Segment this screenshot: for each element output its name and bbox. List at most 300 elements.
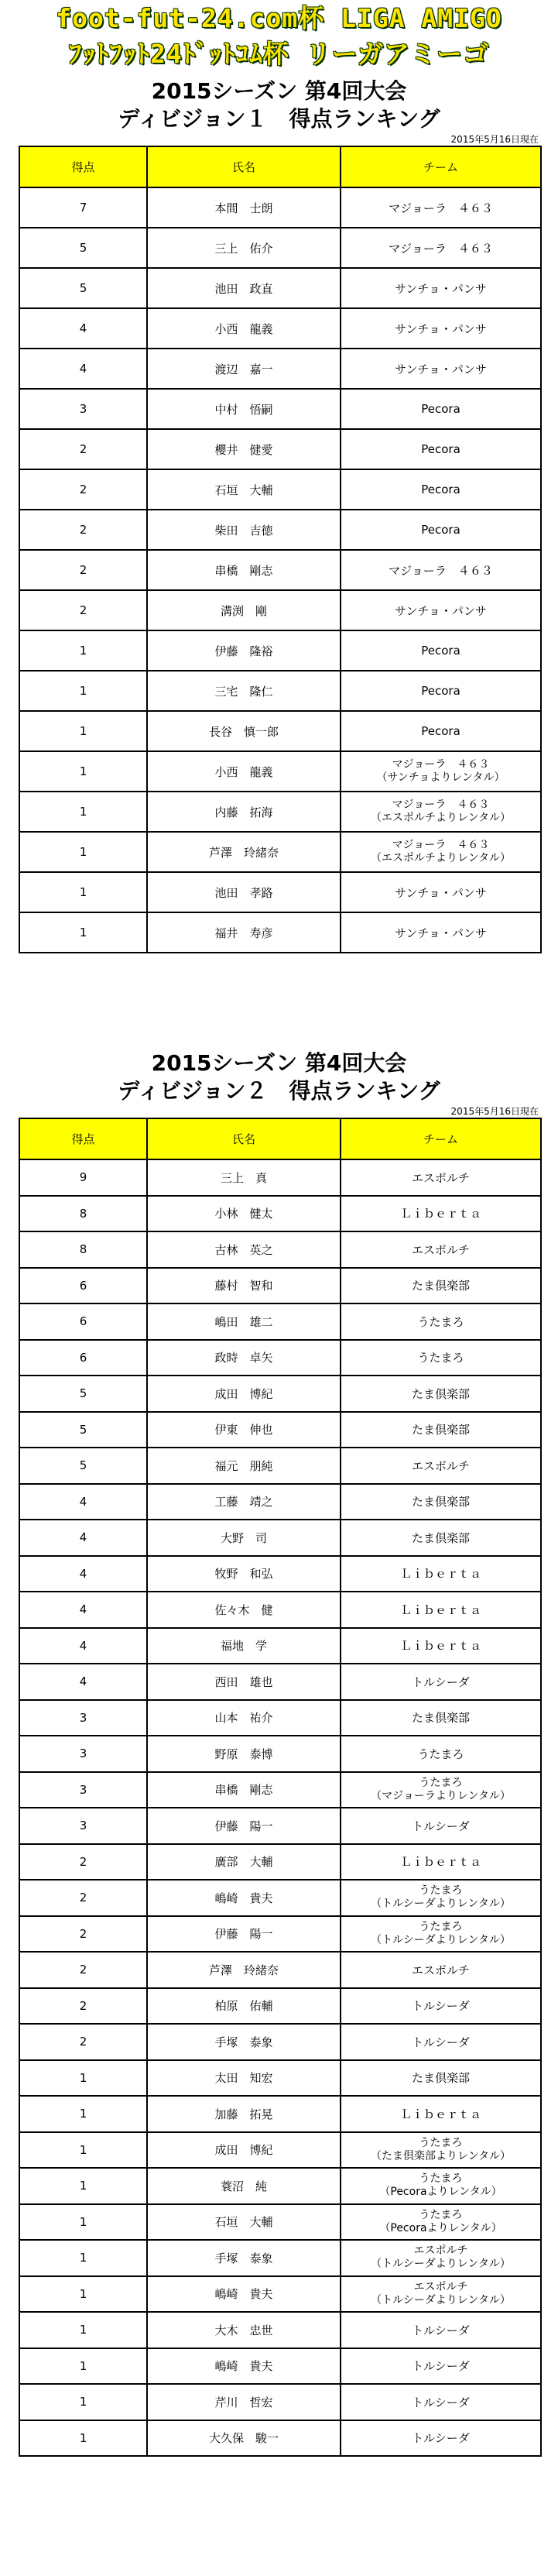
points-cell: 3 bbox=[19, 1772, 147, 1808]
player-name-cell: 串橋 剛志 bbox=[147, 550, 341, 590]
team-name: うたまろ bbox=[419, 2172, 463, 2186]
player-name-cell: 石垣 大輔 bbox=[147, 469, 341, 510]
points-cell: 1 bbox=[19, 711, 147, 751]
player-name-cell: 三上 佑介 bbox=[147, 228, 341, 268]
team-name: エスポルチ bbox=[411, 1170, 470, 1185]
player-name-cell: 山本 祐介 bbox=[147, 1700, 341, 1736]
points-cell: 1 bbox=[19, 671, 147, 711]
player-name-cell: 櫻井 健愛 bbox=[147, 429, 341, 469]
team-cell bbox=[341, 2312, 541, 2348]
division1-heading bbox=[0, 77, 558, 133]
player-name-cell: 成田 博紀 bbox=[147, 2132, 341, 2169]
table-row bbox=[19, 2276, 541, 2313]
table-row bbox=[19, 2420, 541, 2457]
player-name-cell: 嶋田 雄二 bbox=[147, 1303, 341, 1340]
team-name: トルシーダ bbox=[412, 1674, 470, 1689]
table-row bbox=[19, 469, 541, 510]
team-cell bbox=[341, 1448, 541, 1484]
team-name: うたまろ bbox=[419, 2208, 463, 2221]
table-row bbox=[19, 1592, 541, 1628]
player-name-cell: 藤村 智和 bbox=[147, 1268, 341, 1304]
team-name: トルシーダ bbox=[412, 1819, 470, 1833]
table-row bbox=[19, 1988, 541, 2025]
team-rental-note: （トルシーダよりレンタル） bbox=[371, 1933, 511, 1946]
player-name-cell: 伊藤 陽一 bbox=[147, 1916, 341, 1953]
player-name-cell: 廣部 大輔 bbox=[147, 1844, 341, 1880]
table-row bbox=[19, 1916, 541, 1953]
player-name-cell: 佐々木 健 bbox=[147, 1592, 341, 1628]
table-row bbox=[19, 1340, 541, 1376]
team-cell bbox=[341, 429, 541, 469]
team-cell bbox=[341, 1664, 541, 1700]
table-row bbox=[19, 1484, 541, 1520]
team-cell bbox=[341, 832, 541, 872]
player-name-cell: 三上 真 bbox=[147, 1159, 341, 1196]
division2-heading-line2: ディビジョン２ 得点ランキング bbox=[118, 1078, 440, 1104]
table-row bbox=[19, 1376, 541, 1412]
table-row bbox=[19, 1556, 541, 1592]
team-cell bbox=[341, 349, 541, 389]
points-cell: 2 bbox=[19, 1916, 147, 1953]
player-name-cell: 成田 博紀 bbox=[147, 1376, 341, 1412]
team-name: たま倶楽部 bbox=[411, 1279, 470, 1293]
player-name-cell: 中村 悟嗣 bbox=[147, 389, 341, 429]
table-row bbox=[19, 1412, 541, 1448]
team-cell bbox=[341, 1520, 541, 1556]
points-cell: 4 bbox=[19, 308, 147, 349]
points-cell: 2 bbox=[19, 2024, 147, 2060]
team-name: エスポルチ bbox=[413, 2245, 468, 2258]
team-name: たま倶楽部 bbox=[411, 1423, 470, 1437]
team-name: トルシーダ bbox=[412, 2431, 470, 2446]
table-row bbox=[19, 2384, 541, 2420]
banner-title-kana: ﾌｯﾄﾌｯﾄ24ﾄﾞｯﾄｺﾑ杯 リーガアミーゴ bbox=[69, 39, 489, 69]
header-team: チーム bbox=[341, 146, 541, 187]
points-cell: 2 bbox=[19, 550, 147, 590]
player-name-cell: 嶋崎 貴夫 bbox=[147, 2276, 341, 2313]
table-row bbox=[19, 751, 541, 792]
team-name: エスポルチ bbox=[411, 1458, 470, 1473]
points-cell: 1 bbox=[19, 2240, 147, 2276]
table-row bbox=[19, 389, 541, 429]
division2-as-of-date: 2015年5月16日現在 bbox=[450, 1106, 539, 1117]
team-name: たま倶楽部 bbox=[411, 1386, 470, 1401]
team-name: マジョーラ ４６３ bbox=[389, 241, 493, 256]
table-header-row bbox=[19, 146, 541, 187]
division2-ranking-table bbox=[19, 1118, 542, 2457]
division1-heading-line1: 2015シーズン 第4回大会 bbox=[151, 78, 407, 104]
points-cell: 3 bbox=[19, 389, 147, 429]
table-row bbox=[19, 510, 541, 550]
player-name-cell: 芦澤 玲緒奈 bbox=[147, 832, 341, 872]
table-row bbox=[19, 2132, 541, 2169]
division2-heading-line1: 2015シーズン 第4回大会 bbox=[151, 1050, 407, 1076]
player-name-cell: 池田 政直 bbox=[147, 268, 341, 308]
player-name-cell: 野原 泰博 bbox=[147, 1736, 341, 1772]
team-cell bbox=[341, 1916, 541, 1953]
header-points: 得点 bbox=[19, 146, 147, 187]
team-name: サンチョ・パンサ bbox=[395, 926, 487, 940]
team-cell bbox=[341, 1159, 541, 1196]
team-cell bbox=[341, 389, 541, 429]
points-cell: 5 bbox=[19, 268, 147, 308]
team-name: サンチョ・パンサ bbox=[395, 321, 487, 336]
team-rental-note: （Pecoraよりレンタル） bbox=[379, 2221, 502, 2234]
points-cell: 3 bbox=[19, 1700, 147, 1736]
player-name-cell: 小西 龍義 bbox=[147, 751, 341, 792]
division2-section bbox=[0, 1049, 558, 2457]
table-row bbox=[19, 590, 541, 630]
team-cell bbox=[341, 2204, 541, 2241]
table-row bbox=[19, 349, 541, 389]
table-row bbox=[19, 429, 541, 469]
team-name: たま倶楽部 bbox=[411, 1711, 470, 1726]
team-cell bbox=[341, 1880, 541, 1916]
header-team: チーム bbox=[341, 1118, 541, 1159]
team-name: Pecora bbox=[421, 402, 460, 416]
team-cell bbox=[341, 1376, 541, 1412]
points-cell: 2 bbox=[19, 1880, 147, 1916]
division1-ranking-table bbox=[19, 146, 542, 953]
team-cell bbox=[341, 2240, 541, 2276]
points-cell: 1 bbox=[19, 872, 147, 912]
points-cell: 1 bbox=[19, 2132, 147, 2169]
table-row bbox=[19, 1159, 541, 1196]
header-points: 得点 bbox=[19, 1118, 147, 1159]
team-cell bbox=[341, 2348, 541, 2385]
player-name-cell: 福元 朋純 bbox=[147, 1448, 341, 1484]
player-name-cell: 池田 孝路 bbox=[147, 872, 341, 912]
team-name: うたまろ bbox=[419, 1920, 463, 1933]
team-cell bbox=[341, 1340, 541, 1376]
player-name-cell: 溝渕 剛 bbox=[147, 590, 341, 630]
team-name: トルシーダ bbox=[412, 2395, 470, 2409]
player-name-cell: 大久保 駿一 bbox=[147, 2420, 341, 2457]
points-cell: 4 bbox=[19, 1664, 147, 1700]
points-cell: 1 bbox=[19, 2348, 147, 2385]
team-rental-note: （エスポルチよりレンタル） bbox=[370, 852, 512, 864]
team-cell bbox=[341, 792, 541, 832]
player-name-cell: 政時 卓矢 bbox=[147, 1340, 341, 1376]
points-cell: 3 bbox=[19, 1736, 147, 1772]
player-name-cell: 伊藤 隆裕 bbox=[147, 630, 341, 671]
team-name: うたまろ bbox=[419, 2136, 463, 2149]
points-cell: 5 bbox=[19, 1412, 147, 1448]
team-name: Pecora bbox=[421, 523, 460, 537]
table-row bbox=[19, 2240, 541, 2276]
team-name: たま倶楽部 bbox=[411, 1530, 470, 1545]
header-name: 氏名 bbox=[147, 146, 341, 187]
player-name-cell: 福井 寿彦 bbox=[147, 912, 341, 953]
table-row bbox=[19, 1844, 541, 1880]
points-cell: 2 bbox=[19, 1952, 147, 1988]
points-cell: 4 bbox=[19, 1592, 147, 1628]
team-cell bbox=[341, 1628, 541, 1664]
player-name-cell: 加藤 拓晃 bbox=[147, 2096, 341, 2132]
team-rental-note: （トルシーダよりレンタル） bbox=[371, 2293, 511, 2306]
team-cell bbox=[341, 671, 541, 711]
points-cell: 1 bbox=[19, 2060, 147, 2097]
table-row bbox=[19, 1736, 541, 1772]
team-cell bbox=[341, 469, 541, 510]
player-name-cell: 大木 忠世 bbox=[147, 2312, 341, 2348]
team-cell bbox=[341, 1484, 541, 1520]
team-rental-note: （たま倶楽部よりレンタル） bbox=[370, 2149, 512, 2162]
table-row bbox=[19, 2312, 541, 2348]
team-cell bbox=[341, 510, 541, 550]
points-cell: 4 bbox=[19, 1556, 147, 1592]
team-name: エスポルチ bbox=[411, 1963, 470, 1977]
table-row bbox=[19, 1808, 541, 1844]
points-cell: 1 bbox=[19, 2276, 147, 2313]
team-name: マジョーラ ４６３ bbox=[389, 201, 493, 215]
team-cell bbox=[341, 1303, 541, 1340]
player-name-cell: 工藤 靖之 bbox=[147, 1484, 341, 1520]
team-cell bbox=[341, 550, 541, 590]
player-name-cell: 小林 健太 bbox=[147, 1196, 341, 1232]
points-cell: 1 bbox=[19, 2420, 147, 2457]
team-name: トルシーダ bbox=[412, 2035, 470, 2049]
team-name: Ｌｉｂｅｒｔａ bbox=[399, 1639, 481, 1654]
team-cell bbox=[341, 1988, 541, 2025]
division1-table-body bbox=[19, 187, 541, 953]
team-cell bbox=[341, 912, 541, 953]
table-row bbox=[19, 630, 541, 671]
points-cell: 1 bbox=[19, 832, 147, 872]
team-cell bbox=[341, 1736, 541, 1772]
player-name-cell: 芦澤 玲緒奈 bbox=[147, 1952, 341, 1988]
player-name-cell: 手塚 泰象 bbox=[147, 2024, 341, 2060]
team-name: マジョーラ ４６３ bbox=[392, 758, 490, 771]
points-cell: 5 bbox=[19, 228, 147, 268]
division1-section bbox=[0, 77, 558, 953]
team-cell bbox=[341, 268, 541, 308]
player-name-cell: 伊藤 陽一 bbox=[147, 1808, 341, 1844]
table-row bbox=[19, 2024, 541, 2060]
points-cell: 3 bbox=[19, 1808, 147, 1844]
team-name: Ｌｉｂｅｒｔａ bbox=[399, 1207, 481, 1221]
points-cell: 1 bbox=[19, 912, 147, 953]
table-row bbox=[19, 1700, 541, 1736]
division1-heading-line2: ディビジョン１ 得点ランキング bbox=[118, 106, 440, 132]
team-name: エスポルチ bbox=[413, 2280, 468, 2293]
team-name: サンチョ・パンサ bbox=[395, 603, 487, 618]
team-cell bbox=[341, 711, 541, 751]
table-row bbox=[19, 1628, 541, 1664]
team-rental-note: （トルシーダよりレンタル） bbox=[371, 1898, 511, 1911]
team-name: Ｌｉｂｅｒｔａ bbox=[399, 1602, 481, 1617]
points-cell: 4 bbox=[19, 349, 147, 389]
table-row bbox=[19, 711, 541, 751]
points-cell: 6 bbox=[19, 1303, 147, 1340]
team-cell bbox=[341, 630, 541, 671]
points-cell: 2 bbox=[19, 1844, 147, 1880]
points-cell: 2 bbox=[19, 590, 147, 630]
team-rental-note: （マジョーラよりレンタル） bbox=[371, 1789, 511, 1802]
team-rental-note: （トルシーダよりレンタル） bbox=[371, 2258, 511, 2271]
points-cell: 4 bbox=[19, 1520, 147, 1556]
team-name: トルシーダ bbox=[412, 2359, 470, 2374]
team-name: Ｌｉｂｅｒｔａ bbox=[399, 2107, 481, 2121]
player-name-cell: 福地 学 bbox=[147, 1628, 341, 1664]
team-name: サンチョ・パンサ bbox=[395, 885, 487, 900]
player-name-cell: 古林 英之 bbox=[147, 1231, 341, 1268]
player-name-cell: 石垣 大輔 bbox=[147, 2204, 341, 2241]
player-name-cell: 西田 雄也 bbox=[147, 1664, 341, 1700]
table-row bbox=[19, 792, 541, 832]
player-name-cell: 大野 司 bbox=[147, 1520, 341, 1556]
table-row bbox=[19, 187, 541, 228]
player-name-cell: 蓑沼 純 bbox=[147, 2168, 341, 2204]
table-row bbox=[19, 228, 541, 268]
team-cell bbox=[341, 2276, 541, 2313]
table-row bbox=[19, 1448, 541, 1484]
team-name: トルシーダ bbox=[412, 1999, 470, 2014]
team-name: たま倶楽部 bbox=[411, 2071, 470, 2086]
team-name: Pecora bbox=[421, 442, 460, 456]
team-cell bbox=[341, 590, 541, 630]
team-name: うたまろ bbox=[419, 1776, 463, 1789]
team-cell bbox=[341, 308, 541, 349]
team-name: Pecora bbox=[421, 684, 460, 698]
team-name: Pecora bbox=[421, 724, 460, 738]
team-name: Ｌｉｂｅｒｔａ bbox=[399, 1855, 481, 1870]
player-name-cell: 串橋 剛志 bbox=[147, 1772, 341, 1808]
points-cell: 7 bbox=[19, 187, 147, 228]
team-cell bbox=[341, 1231, 541, 1268]
team-cell bbox=[341, 187, 541, 228]
player-name-cell: 手塚 泰象 bbox=[147, 2240, 341, 2276]
team-cell bbox=[341, 1268, 541, 1304]
table-row bbox=[19, 1520, 541, 1556]
table-row bbox=[19, 872, 541, 912]
team-cell bbox=[341, 1952, 541, 1988]
team-cell bbox=[341, 2132, 541, 2169]
team-rental-note: （サンチョよりレンタル） bbox=[376, 771, 505, 784]
division2-table-body bbox=[19, 1159, 541, 2456]
points-cell: 1 bbox=[19, 2096, 147, 2132]
table-row bbox=[19, 308, 541, 349]
team-rental-note: （エスポルチよりレンタル） bbox=[370, 812, 512, 824]
team-cell bbox=[341, 872, 541, 912]
points-cell: 4 bbox=[19, 1484, 147, 1520]
table-row bbox=[19, 1303, 541, 1340]
team-name: うたまろ bbox=[417, 1314, 464, 1329]
points-cell: 1 bbox=[19, 2312, 147, 2348]
points-cell: 1 bbox=[19, 2168, 147, 2204]
player-name-cell: 本間 士朗 bbox=[147, 187, 341, 228]
header-name: 氏名 bbox=[147, 1118, 341, 1159]
player-name-cell: 柏原 佑輔 bbox=[147, 1988, 341, 2025]
points-cell: 8 bbox=[19, 1196, 147, 1232]
team-name: エスポルチ bbox=[411, 1242, 470, 1257]
table-row bbox=[19, 671, 541, 711]
points-cell: 1 bbox=[19, 751, 147, 792]
team-name: うたまろ bbox=[417, 1747, 464, 1761]
division2-heading bbox=[0, 1049, 558, 1105]
team-name: マジョーラ ４６３ bbox=[392, 799, 490, 811]
team-cell bbox=[341, 1556, 541, 1592]
team-name: マジョーラ ４６３ bbox=[392, 839, 490, 851]
team-cell bbox=[341, 1196, 541, 1232]
team-cell bbox=[341, 751, 541, 792]
player-name-cell: 嶋崎 貴夫 bbox=[147, 2348, 341, 2385]
team-cell bbox=[341, 1592, 541, 1628]
player-name-cell: 内藤 拓海 bbox=[147, 792, 341, 832]
table-row bbox=[19, 550, 541, 590]
table-row bbox=[19, 2168, 541, 2204]
points-cell: 2 bbox=[19, 1988, 147, 2025]
points-cell: 5 bbox=[19, 1376, 147, 1412]
team-cell bbox=[341, 1844, 541, 1880]
player-name-cell: 柴田 吉徳 bbox=[147, 510, 341, 550]
points-cell: 1 bbox=[19, 792, 147, 832]
team-cell bbox=[341, 2168, 541, 2204]
team-cell bbox=[341, 1808, 541, 1844]
banner-title-latin: foot-fut-24.com杯 LIGA AMIGO bbox=[56, 3, 502, 33]
team-name: Ｌｉｂｅｒｔａ bbox=[399, 1567, 481, 1582]
team-cell bbox=[341, 2096, 541, 2132]
player-name-cell: 嶋崎 貴夫 bbox=[147, 1880, 341, 1916]
team-cell bbox=[341, 2420, 541, 2457]
team-cell bbox=[341, 1412, 541, 1448]
team-name: サンチョ・パンサ bbox=[395, 362, 487, 376]
table-row bbox=[19, 1952, 541, 1988]
points-cell: 1 bbox=[19, 2384, 147, 2420]
team-cell bbox=[341, 2384, 541, 2420]
table-row bbox=[19, 2060, 541, 2097]
team-name: Pecora bbox=[421, 483, 460, 496]
points-cell: 6 bbox=[19, 1340, 147, 1376]
table-row bbox=[19, 832, 541, 872]
team-cell bbox=[341, 2024, 541, 2060]
table-header-row bbox=[19, 1118, 541, 1159]
team-name: マジョーラ ４６３ bbox=[389, 563, 493, 578]
table-row bbox=[19, 1268, 541, 1304]
team-name: Pecora bbox=[421, 644, 460, 658]
table-row bbox=[19, 2348, 541, 2385]
points-cell: 2 bbox=[19, 469, 147, 510]
team-name: うたまろ bbox=[419, 1884, 463, 1898]
table-row bbox=[19, 1231, 541, 1268]
team-name: サンチョ・パンサ bbox=[395, 281, 487, 296]
team-cell bbox=[341, 2060, 541, 2097]
points-cell: 9 bbox=[19, 1159, 147, 1196]
player-name-cell: 小西 龍義 bbox=[147, 308, 341, 349]
player-name-cell: 三宅 隆仁 bbox=[147, 671, 341, 711]
player-name-cell: 牧野 和弘 bbox=[147, 1556, 341, 1592]
team-name: たま倶楽部 bbox=[411, 1495, 470, 1510]
table-row bbox=[19, 912, 541, 953]
team-cell bbox=[341, 1700, 541, 1736]
points-cell: 1 bbox=[19, 2204, 147, 2241]
player-name-cell: 長谷 慎一郎 bbox=[147, 711, 341, 751]
table-row bbox=[19, 1664, 541, 1700]
table-row bbox=[19, 2096, 541, 2132]
table-row bbox=[19, 268, 541, 308]
points-cell: 8 bbox=[19, 1231, 147, 1268]
team-rental-note: （Pecoraよりレンタル） bbox=[379, 2186, 502, 2199]
player-name-cell: 伊東 伸也 bbox=[147, 1412, 341, 1448]
table-row bbox=[19, 1880, 541, 1916]
points-cell: 5 bbox=[19, 1448, 147, 1484]
division1-as-of-date: 2015年5月16日現在 bbox=[450, 134, 539, 145]
points-cell: 6 bbox=[19, 1268, 147, 1304]
team-name: トルシーダ bbox=[412, 2323, 470, 2337]
points-cell: 1 bbox=[19, 630, 147, 671]
table-row bbox=[19, 1772, 541, 1808]
points-cell: 2 bbox=[19, 510, 147, 550]
